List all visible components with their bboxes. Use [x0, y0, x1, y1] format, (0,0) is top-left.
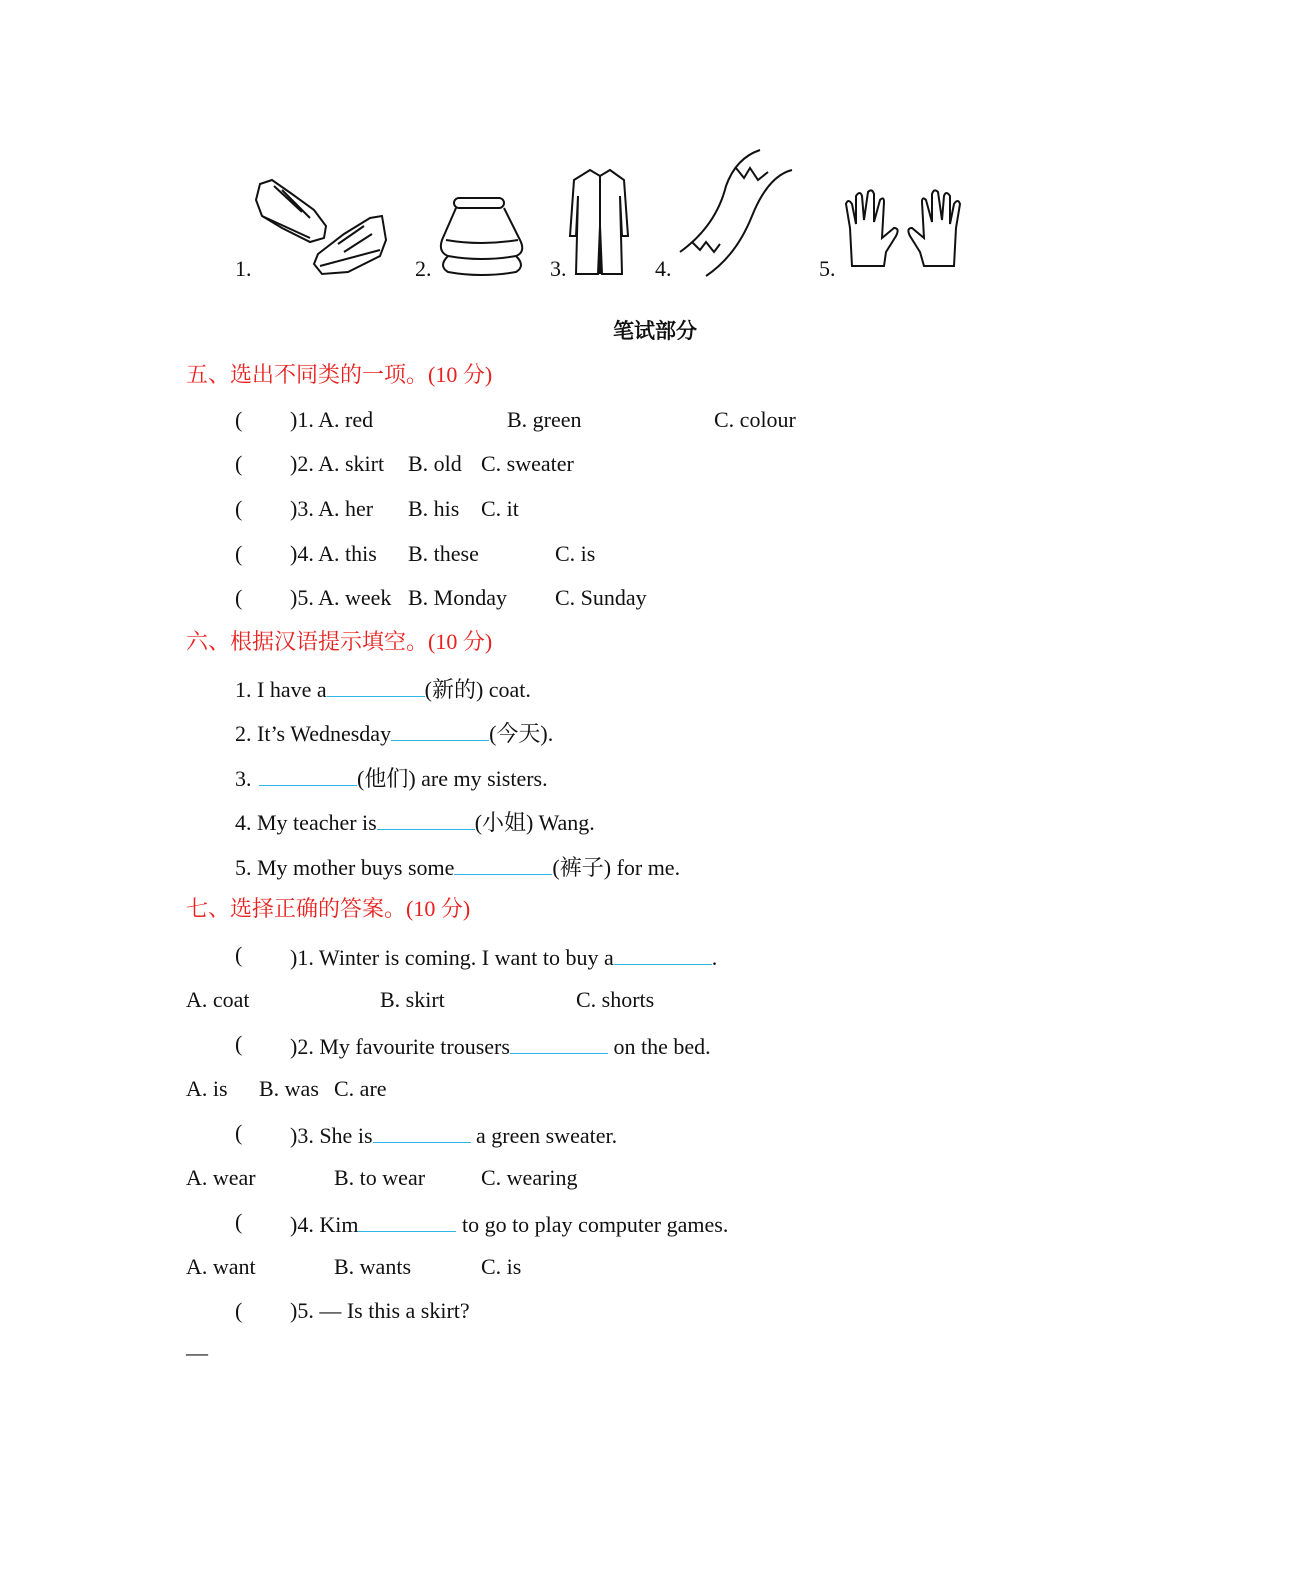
item-text: 2. It’s Wednesday — [235, 721, 392, 746]
answer-blank[interactable] — [614, 942, 712, 965]
answer-bracket[interactable]: ( — [235, 541, 243, 566]
picture-number: 4. — [655, 256, 672, 281]
question-text: )3. She is — [290, 1123, 373, 1148]
question — [290, 1209, 728, 1238]
answer-blank[interactable] — [358, 1209, 456, 1232]
answer-dash: — — [186, 1340, 208, 1365]
answer-blank[interactable] — [259, 763, 357, 786]
question-text: )1. Winter is coming. I want to buy a — [290, 945, 614, 970]
question-option-a: )3. A. her — [290, 496, 374, 521]
question — [290, 942, 717, 971]
fill-item — [235, 674, 531, 703]
gloves-icon — [842, 188, 974, 278]
fill-item — [235, 718, 553, 747]
option-a: A. want — [186, 1254, 256, 1279]
question-end: a green sweater. — [470, 1123, 618, 1148]
answer-bracket[interactable]: ( — [235, 407, 243, 432]
option-c: C. colour — [714, 407, 796, 432]
picture-number: 2. — [415, 256, 432, 281]
option-c: C. are — [334, 1076, 387, 1101]
option-b: B. wants — [334, 1254, 411, 1279]
answer-blank[interactable] — [454, 852, 552, 875]
item-hint: (新的) coat. — [424, 677, 531, 702]
option-c: C. sweater — [481, 451, 574, 476]
option-c: C. Sunday — [555, 585, 647, 610]
question-text: )2. My favourite trousers — [290, 1034, 510, 1059]
question-option-a: )5. A. week — [290, 585, 392, 610]
coat-icon — [568, 166, 632, 278]
item-hint: (今天). — [489, 721, 554, 746]
section-5-heading: 五、选出不同类的一项。(10 分) — [186, 362, 493, 387]
answer-blank[interactable] — [373, 1120, 471, 1143]
option-b: B. these — [408, 541, 479, 566]
option-a: A. is — [186, 1076, 228, 1101]
option-c: C. wearing — [481, 1165, 578, 1190]
sneakers-icon — [252, 176, 392, 280]
skirt-icon — [434, 194, 528, 278]
option-a: A. wear — [186, 1165, 256, 1190]
question-option-a: )1. A. red — [290, 407, 374, 432]
option-b: B. to wear — [334, 1165, 426, 1190]
answer-bracket[interactable]: ( — [235, 1031, 243, 1056]
question — [290, 1120, 617, 1149]
option-b: B. green — [507, 407, 582, 432]
answer-blank[interactable] — [377, 807, 475, 830]
item-hint: (裤子) for me. — [552, 855, 681, 880]
question-end: . — [711, 945, 718, 970]
answer-bracket[interactable]: ( — [235, 1298, 243, 1323]
option-b: B. old — [408, 451, 462, 476]
answer-bracket[interactable]: ( — [235, 1120, 243, 1145]
question — [290, 1031, 711, 1060]
section-6-heading: 六、根据汉语提示填空。(10 分) — [186, 629, 493, 654]
option-b: B. his — [408, 496, 460, 521]
option-c: C. it — [481, 496, 519, 521]
fill-item — [235, 763, 548, 792]
item-text: 3. — [235, 766, 252, 791]
question-end: on the bed. — [607, 1034, 711, 1059]
option-b: B. was — [259, 1076, 319, 1101]
fill-item — [235, 807, 595, 836]
item-hint: (小姐) Wang. — [474, 810, 595, 835]
picture-number: 1. — [235, 256, 252, 281]
item-text: 5. My mother buys some — [235, 855, 455, 880]
answer-bracket[interactable]: ( — [235, 942, 243, 967]
option-b: B. skirt — [380, 987, 445, 1012]
option-a: A. coat — [186, 987, 250, 1012]
question-text: )5. — Is this a skirt? — [290, 1298, 470, 1323]
option-b: B. Monday — [408, 585, 507, 610]
section-7-heading: 七、选择正确的答案。(10 分) — [186, 896, 471, 921]
item-hint: (他们) are my sisters. — [357, 766, 548, 791]
section-title: 笔试部分 — [613, 319, 697, 343]
option-c: C. shorts — [576, 987, 655, 1012]
question-text: )4. Kim — [290, 1212, 359, 1237]
question-end: to go to play computer games. — [456, 1212, 729, 1237]
picture-number: 5. — [819, 256, 836, 281]
answer-blank[interactable] — [391, 718, 489, 741]
answer-bracket[interactable]: ( — [235, 1209, 243, 1234]
answer-blank[interactable] — [327, 674, 425, 697]
answer-blank[interactable] — [510, 1031, 608, 1054]
answer-bracket[interactable]: ( — [235, 496, 243, 521]
option-c: C. is — [555, 541, 596, 566]
scarf-icon — [676, 146, 796, 280]
fill-item — [235, 852, 680, 881]
item-text: 4. My teacher is — [235, 810, 377, 835]
answer-bracket[interactable]: ( — [235, 451, 243, 476]
question-option-a: )2. A. skirt — [290, 451, 385, 476]
answer-bracket[interactable]: ( — [235, 585, 243, 610]
picture-number: 3. — [550, 256, 567, 281]
option-c: C. is — [481, 1254, 522, 1279]
question-option-a: )4. A. this — [290, 541, 377, 566]
item-text: 1. I have a — [235, 677, 327, 702]
